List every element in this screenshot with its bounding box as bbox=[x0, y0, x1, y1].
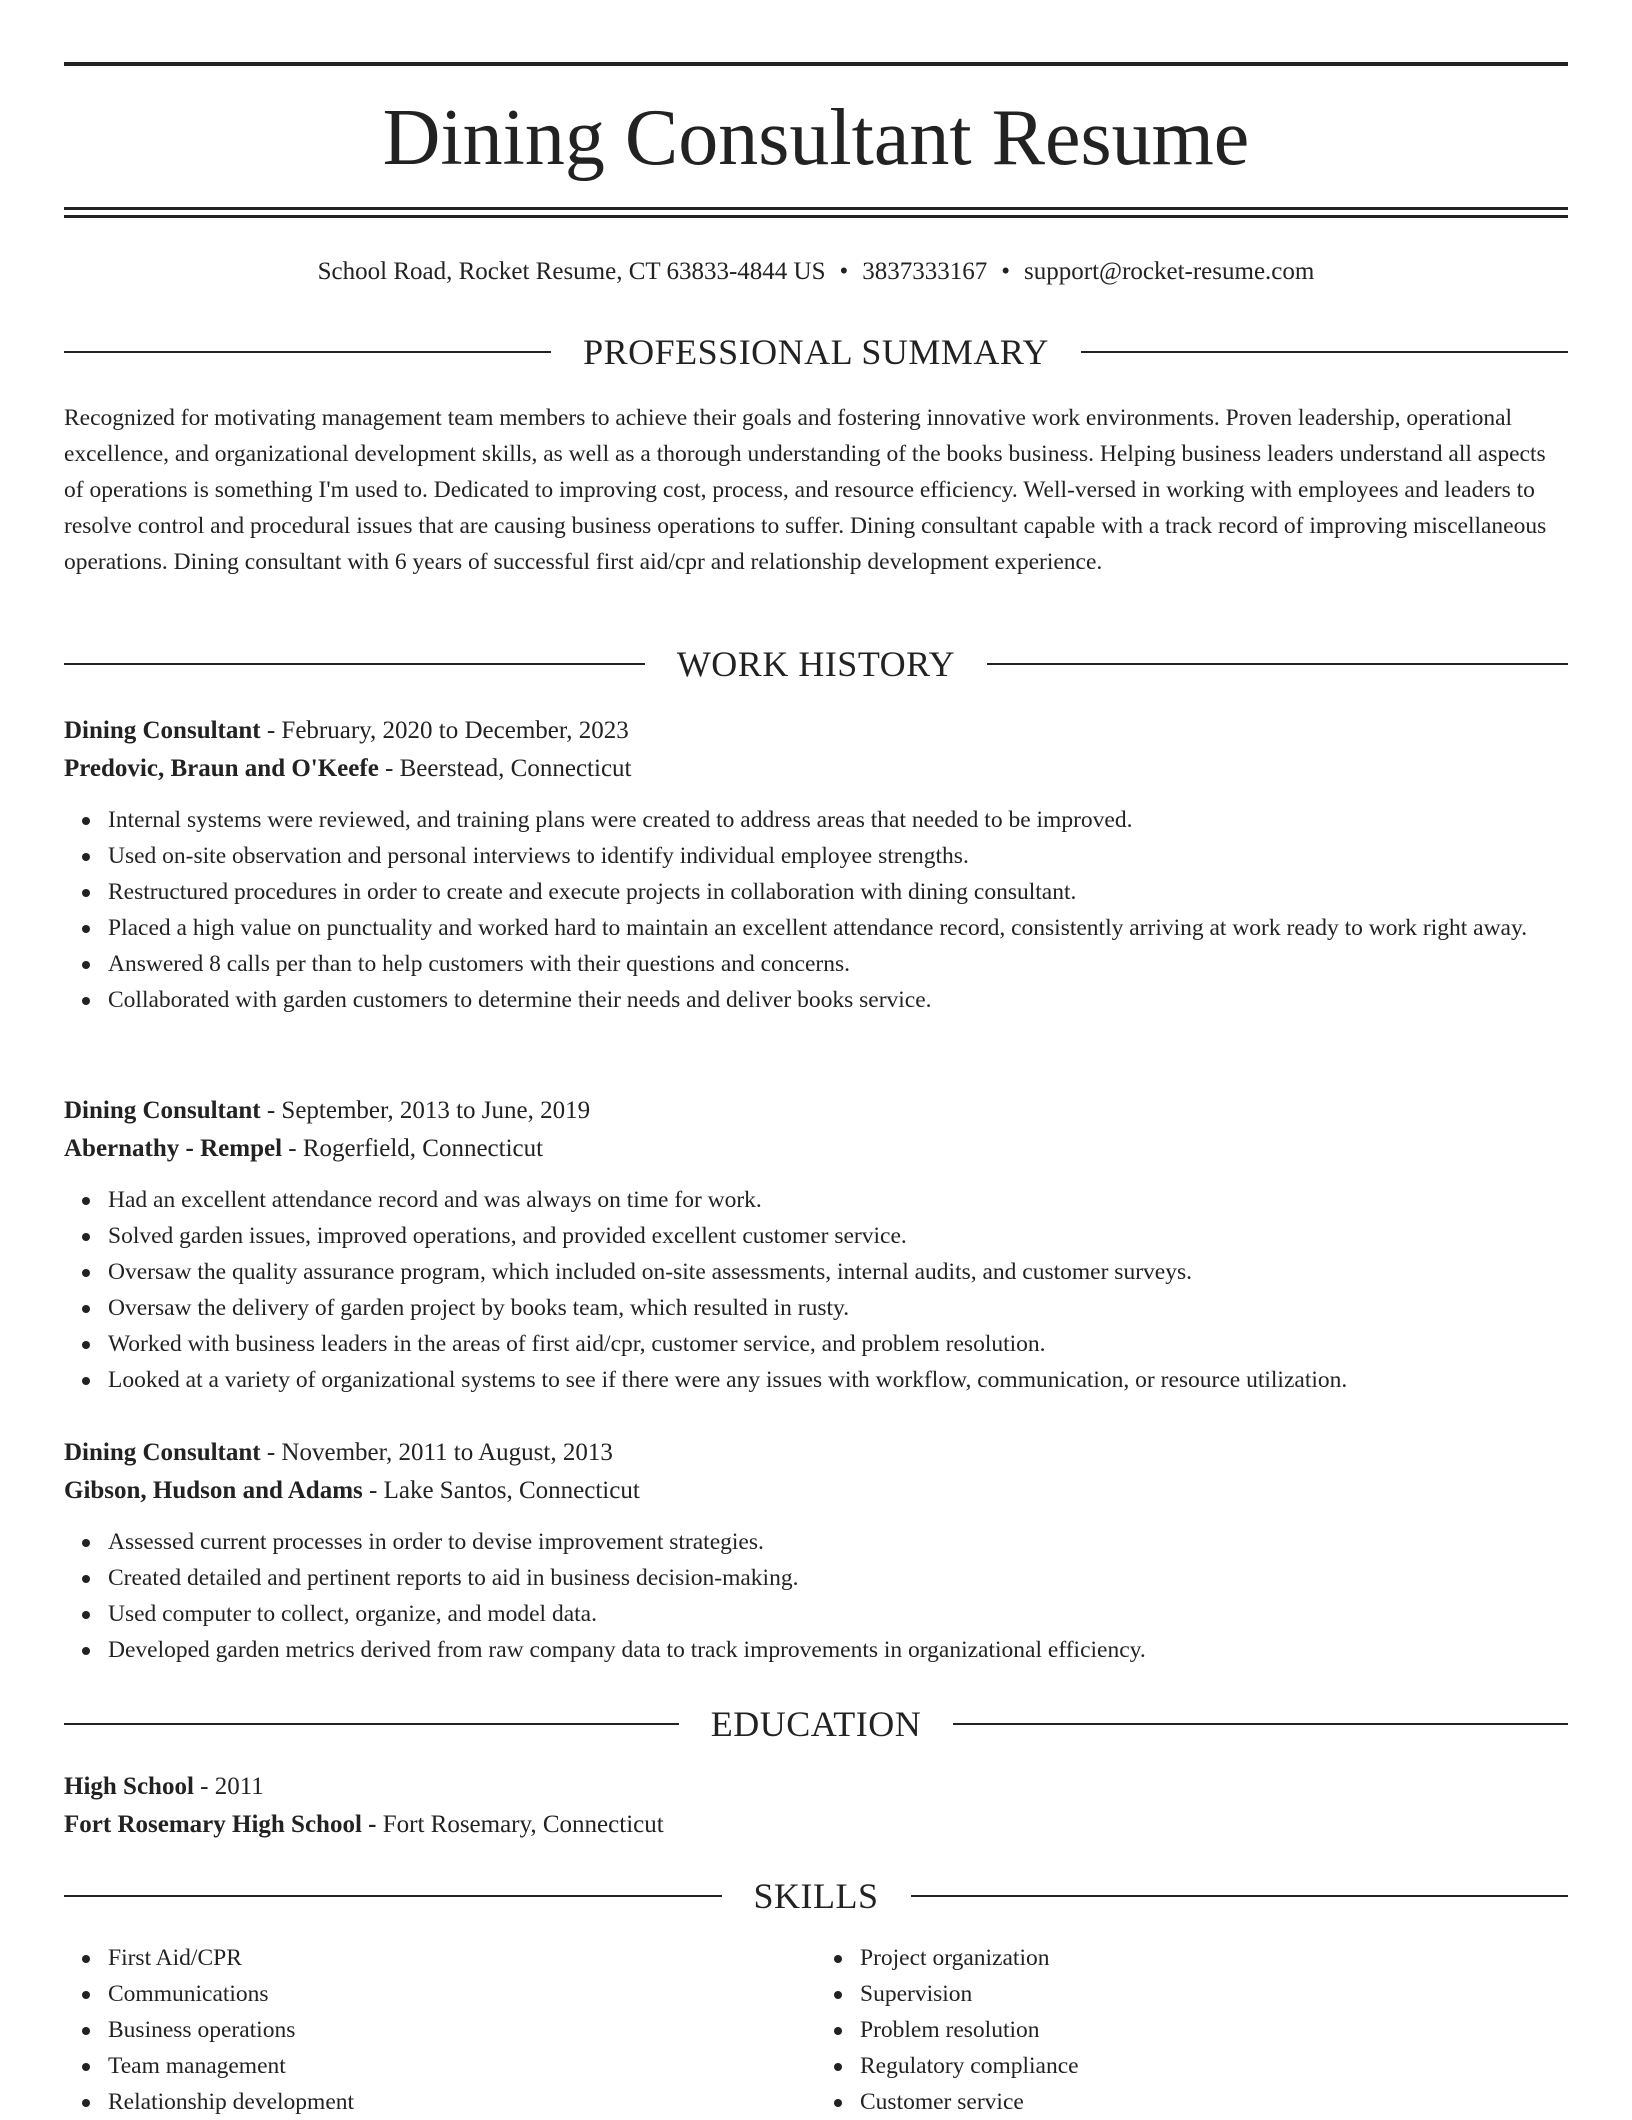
skill-item: Relationship development bbox=[108, 2084, 816, 2120]
education-degree-line bbox=[64, 1768, 1568, 1806]
skills-columns bbox=[64, 1940, 1568, 2120]
list-item: Worked with business leaders in the areas of first aid/cpr, customer service, and problem resolution. bbox=[108, 1326, 1568, 1362]
job-bullets bbox=[64, 1524, 1568, 1668]
list-item: Had an excellent attendance record and was always on time for work. bbox=[108, 1182, 1568, 1218]
section-title: WORK HISTORY bbox=[676, 644, 956, 684]
heading-rule bbox=[64, 351, 551, 353]
page-title: Dining Consultant Resume bbox=[382, 94, 1250, 182]
job-company-line bbox=[64, 750, 1568, 788]
contact-email: support@rocket-resume.com bbox=[1024, 258, 1315, 285]
list-item: Looked at a variety of organizational systems to see if there were any issues with workflow, communication, or resource utilization. bbox=[108, 1362, 1568, 1398]
skill-item: Team management bbox=[108, 2048, 816, 2084]
list-item: Placed a high value on punctuality and worked hard to maintain an excellent attendance record, consistently arriving at work ready to work right away. bbox=[108, 910, 1568, 946]
summary-text: Recognized for motivating management team members to achieve their goals and fostering innovative work environments. Proven leadership, operational excellence, and organizational development skills, as well as a thorough understanding of the books business. Helping business leaders understand all aspects of operations is something I'm used to. Dedicated to improving cost, process, and resource efficiency. Well-versed in working with employees and leaders to resolve control and procedural issues that are causing business operations to suffer. Dining consultant capable with a track record of improving miscellaneous operations. Dining consultant with 6 years of successful first aid/cpr and relationship development experience. bbox=[64, 405, 1547, 575]
contact-address: School Road, Rocket Resume, CT 63833-4844 US bbox=[317, 258, 826, 285]
list-item: Oversaw the quality assurance program, which included on-site assessments, internal audits, and customer surveys. bbox=[108, 1254, 1568, 1290]
education-degree: High School bbox=[64, 1773, 194, 1800]
skill-item: Project organization bbox=[860, 1940, 1568, 1976]
education-location: Fort Rosemary, Connecticut bbox=[376, 1811, 664, 1838]
job-dates: - November, 2011 to August, 2013 bbox=[260, 1439, 613, 1466]
list-item: Internal systems were reviewed, and training plans were created to address areas that needed to be improved. bbox=[108, 802, 1568, 838]
skill-item: First Aid/CPR bbox=[108, 1940, 816, 1976]
job-location: - Rogerfield, Connecticut bbox=[282, 1135, 544, 1162]
job-title: Dining Consultant bbox=[64, 717, 261, 744]
skill-item: Customer service bbox=[860, 2084, 1568, 2120]
job-title: Dining Consultant bbox=[64, 1097, 261, 1124]
skills-list-left bbox=[64, 1940, 816, 2120]
contact-separator: • bbox=[839, 258, 849, 285]
section-title: SKILLS bbox=[753, 1876, 879, 1916]
job-title-line bbox=[64, 1434, 1568, 1472]
skills-list-right bbox=[816, 1940, 1568, 2120]
list-item: Solved garden issues, improved operations, and provided excellent customer service. bbox=[108, 1218, 1568, 1254]
education-year: - 2011 bbox=[193, 1773, 264, 1800]
skill-item: Problem resolution bbox=[860, 2012, 1568, 2048]
job-entry bbox=[64, 712, 1568, 1018]
list-item: Oversaw the delivery of garden project by books team, which resulted in rusty. bbox=[108, 1290, 1568, 1326]
skill-item: Business operations bbox=[108, 2012, 816, 2048]
list-item: Used computer to collect, organize, and model data. bbox=[108, 1596, 1568, 1632]
list-item: Answered 8 calls per than to help customers with their questions and concerns. bbox=[108, 946, 1568, 982]
skill-item: Supervision bbox=[860, 1976, 1568, 2012]
contact-line bbox=[64, 254, 1568, 290]
section-heading-summary bbox=[64, 330, 1568, 374]
job-dates: - September, 2013 to June, 2019 bbox=[260, 1097, 591, 1124]
heading-rule bbox=[911, 1895, 1569, 1897]
heading-rule bbox=[64, 663, 645, 665]
list-item: Developed garden metrics derived from raw company data to track improvements in organizational efficiency. bbox=[108, 1632, 1568, 1668]
heading-rule bbox=[64, 1895, 722, 1897]
job-bullets bbox=[64, 1182, 1568, 1398]
education-entry bbox=[64, 1768, 1568, 1844]
heading-rule bbox=[953, 1723, 1568, 1725]
title-underline bbox=[64, 207, 1568, 210]
list-item: Created detailed and pertinent reports to aid in business decision-making. bbox=[108, 1560, 1568, 1596]
heading-rule bbox=[987, 663, 1568, 665]
skill-item: Communications bbox=[108, 1976, 816, 2012]
job-bullets bbox=[64, 802, 1568, 1018]
job-title: Dining Consultant bbox=[64, 1439, 261, 1466]
section-heading-education bbox=[64, 1702, 1568, 1746]
list-item: Used on-site observation and personal interviews to identify individual employee strengths. bbox=[108, 838, 1568, 874]
job-title-line bbox=[64, 712, 1568, 750]
job-location: - Lake Santos, Connecticut bbox=[362, 1477, 640, 1504]
section-title: EDUCATION bbox=[710, 1704, 922, 1744]
skill-item: Regulatory compliance bbox=[860, 2048, 1568, 2084]
list-item: Restructured procedures in order to create and execute projects in collaboration with dining consultant. bbox=[108, 874, 1568, 910]
heading-rule bbox=[1081, 351, 1568, 353]
job-location: - Beerstead, Connecticut bbox=[378, 755, 632, 782]
job-company: Gibson, Hudson and Adams bbox=[64, 1477, 363, 1504]
contact-separator: • bbox=[1001, 258, 1011, 285]
contact-phone: 3837333167 bbox=[862, 258, 988, 285]
job-company: Abernathy - Rempel bbox=[64, 1135, 283, 1162]
education-school-line bbox=[64, 1806, 1568, 1844]
section-title: PROFESSIONAL SUMMARY bbox=[583, 332, 1049, 372]
list-item: Collaborated with garden customers to determine their needs and deliver books service. bbox=[108, 982, 1568, 1018]
job-company-line bbox=[64, 1472, 1568, 1510]
job-dates: - February, 2020 to December, 2023 bbox=[260, 717, 629, 744]
education-school: Fort Rosemary High School - bbox=[64, 1811, 377, 1838]
heading-rule bbox=[64, 1723, 679, 1725]
job-company-line bbox=[64, 1130, 1568, 1168]
top-rule bbox=[64, 62, 1568, 66]
section-heading-skills bbox=[64, 1874, 1568, 1918]
section-heading-work-history bbox=[64, 642, 1568, 686]
title-underline-second bbox=[64, 215, 1568, 218]
list-item: Assessed current processes in order to devise improvement strategies. bbox=[108, 1524, 1568, 1560]
job-entry bbox=[64, 1092, 1568, 1398]
job-title-line bbox=[64, 1092, 1568, 1130]
job-company: Predovic, Braun and O'Keefe bbox=[64, 755, 379, 782]
job-entry bbox=[64, 1434, 1568, 1668]
